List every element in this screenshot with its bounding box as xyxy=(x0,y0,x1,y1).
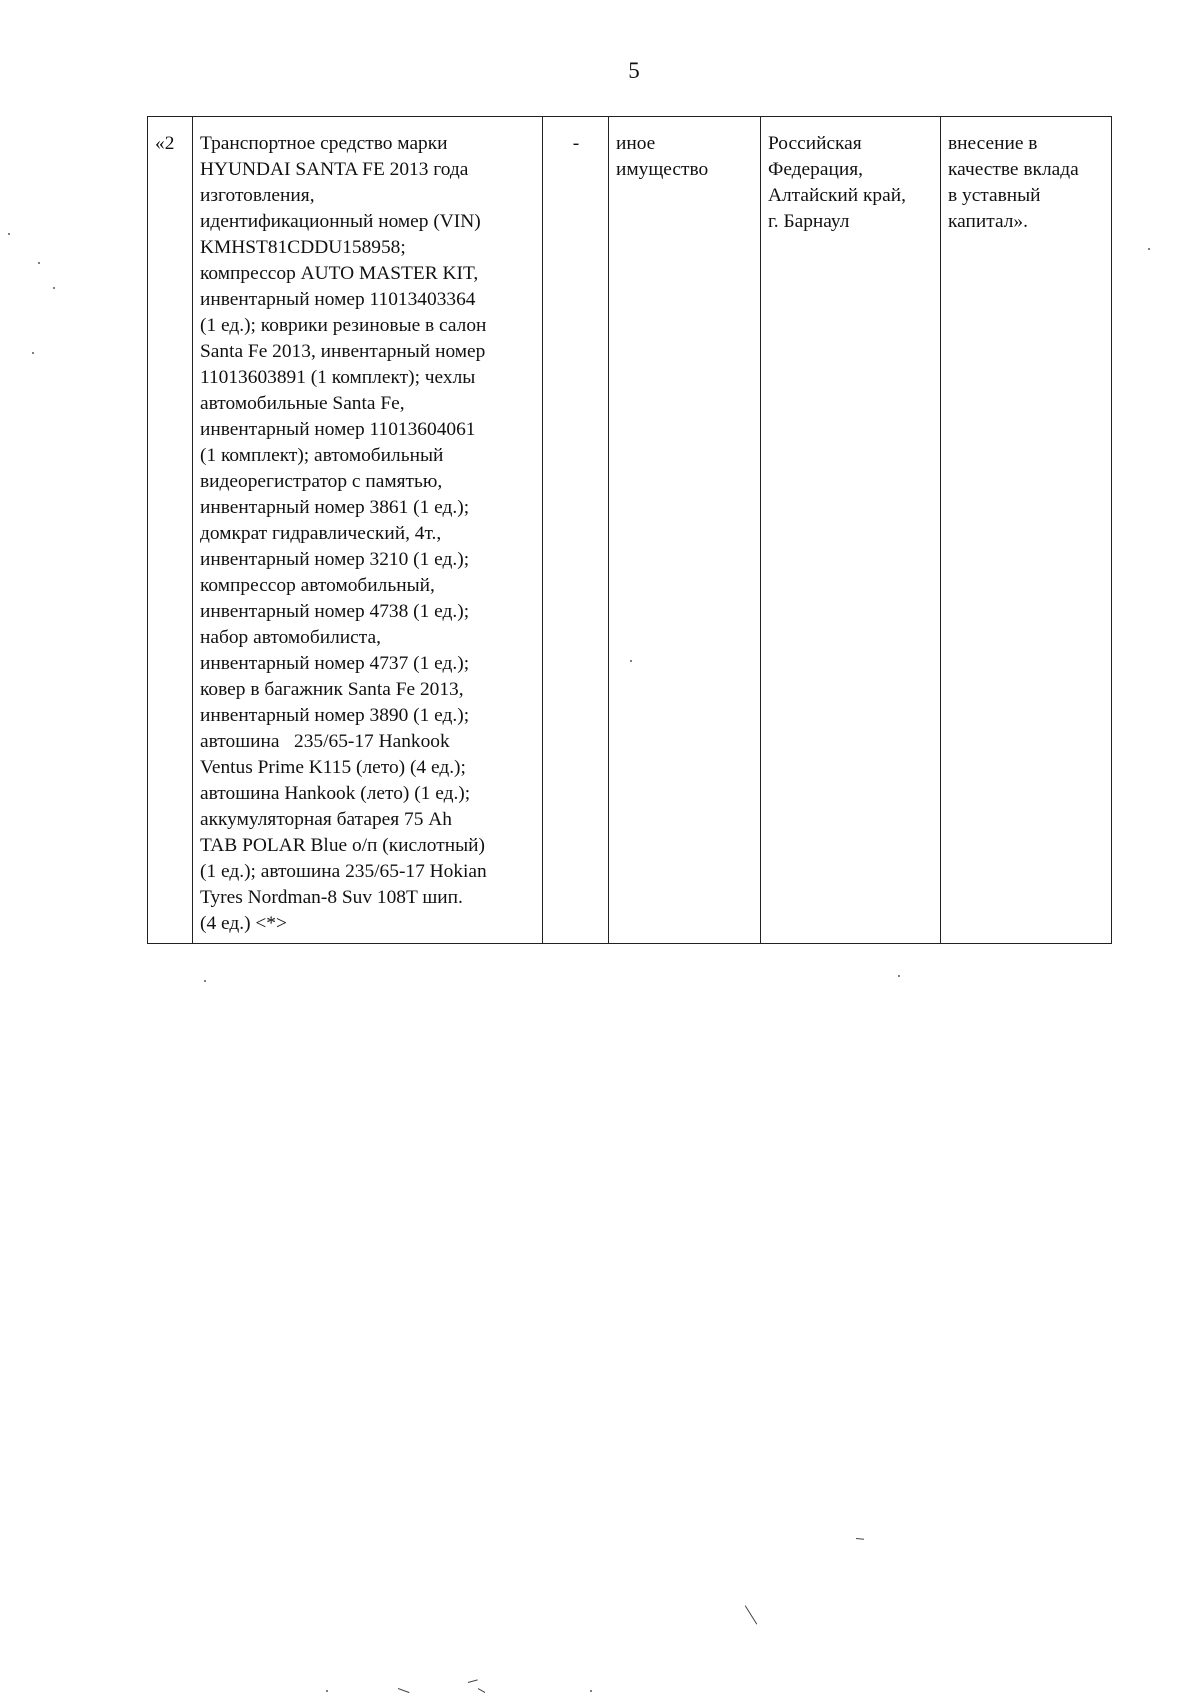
description-line: видеорегистратор с памятью, xyxy=(200,471,443,492)
description-line: инвентарный номер 3210 (1 ед.); xyxy=(200,549,470,570)
description-line: инвентарный номер 4738 (1 ед.); xyxy=(200,601,470,622)
description-line: автошина Hankook (лето) (1 ед.); xyxy=(200,783,471,804)
scan-speck xyxy=(1148,248,1150,250)
purpose-line: качестве вклада xyxy=(948,159,1079,180)
description-line: HYUNDAI SANTA FE 2013 года xyxy=(200,159,469,180)
property-type-line: иное xyxy=(616,133,656,154)
scan-mark xyxy=(744,1605,757,1624)
scan-mark xyxy=(856,1538,864,1540)
page-number: 5 xyxy=(628,58,640,83)
location-line: Федерация, xyxy=(768,159,863,180)
description-line: (1 ед.); коврики резиновые в салон xyxy=(200,315,487,336)
description-line: автошина 235/65-17 Hankook xyxy=(200,731,450,752)
description-line: ковер в багажник Santa Fe 2013, xyxy=(200,679,464,700)
row-number-cell: «2 xyxy=(148,117,193,944)
description-line: Santa Fe 2013, инвентарный номер xyxy=(200,341,486,362)
property-type-cell xyxy=(609,117,761,944)
description-line: 11013603891 (1 комплект); чехлы xyxy=(200,367,476,388)
scan-speck xyxy=(590,1690,592,1692)
description-line: домкрат гидравлический, 4т., xyxy=(200,523,442,544)
description-line: аккумуляторная батарея 75 Ah xyxy=(200,809,452,830)
description-cell xyxy=(193,117,543,944)
description-line: инвентарный номер 3861 (1 ед.); xyxy=(200,497,470,518)
description-line: инвентарный номер 4737 (1 ед.); xyxy=(200,653,470,674)
description-line: инвентарный номер 11013403364 xyxy=(200,289,476,310)
scan-speck xyxy=(32,352,34,354)
description-line: Ventus Prime K115 (лето) (4 ед.); xyxy=(200,757,466,778)
scan-speck xyxy=(630,660,632,662)
dash-cell: - xyxy=(543,117,609,944)
description-line: (1 комплект); автомобильный xyxy=(200,445,444,466)
scan-speck xyxy=(898,975,900,977)
table-row xyxy=(148,117,1112,944)
scan-speck xyxy=(326,1690,328,1692)
description-line: инвентарный номер 11013604061 xyxy=(200,419,476,440)
description-line: идентификационный номер (VIN) xyxy=(200,211,481,232)
purpose-line: капитал». xyxy=(948,211,1028,232)
property-table xyxy=(147,116,1112,944)
description-line: компрессор автомобильный, xyxy=(200,575,435,596)
description-line: инвентарный номер 3890 (1 ед.); xyxy=(200,705,470,726)
scan-speck xyxy=(38,262,40,264)
property-type-line: имущество xyxy=(616,159,709,180)
description-line: компрессор AUTO MASTER KIT, xyxy=(200,263,479,284)
description-line: (1 ед.); автошина 235/65-17 Hokian xyxy=(200,861,487,882)
description-line: (4 ед.) <*> xyxy=(200,913,287,934)
purpose-line: внесение в xyxy=(948,133,1038,154)
scan-mark xyxy=(478,1688,486,1693)
scan-mark xyxy=(398,1688,410,1693)
description-line: KMHST81CDDU158958; xyxy=(200,237,406,258)
location-line: Алтайский край, xyxy=(768,185,906,206)
location-cell xyxy=(761,117,941,944)
scan-mark xyxy=(468,1679,478,1683)
description-line: набор автомобилиста, xyxy=(200,627,381,648)
scan-speck xyxy=(8,233,10,235)
location-line: Российская xyxy=(768,133,862,154)
description-line: Tyres Nordman-8 Suv 108T шип. xyxy=(200,887,463,908)
description-line: автомобильные Santa Fe, xyxy=(200,393,405,414)
description-line: TAB POLAR Blue о/п (кислотный) xyxy=(200,835,485,856)
purpose-line: в уставный xyxy=(948,185,1041,206)
description-line: Транспортное средство марки xyxy=(200,133,448,154)
location-line: г. Барнаул xyxy=(768,211,850,232)
scan-speck xyxy=(53,287,55,289)
description-line: изготовления, xyxy=(200,185,315,206)
scan-speck xyxy=(204,980,206,982)
purpose-cell xyxy=(941,117,1112,944)
